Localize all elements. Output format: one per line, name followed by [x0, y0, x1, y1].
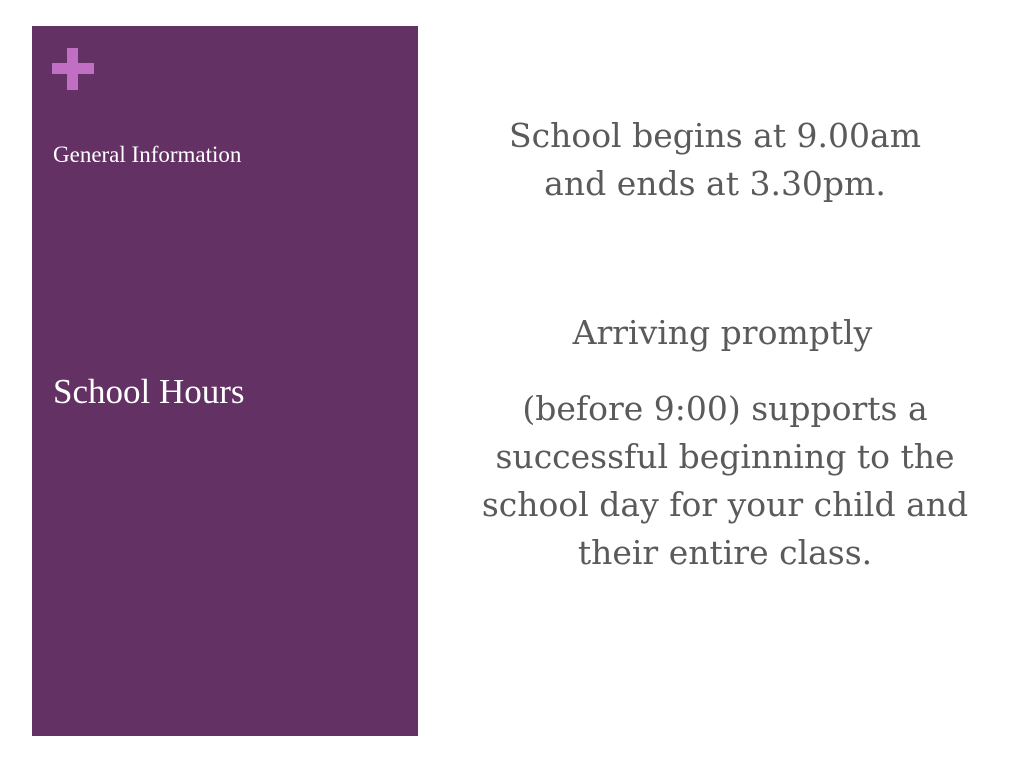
- arrival-detail-text: (before 9:00) supports a successful beginning to the school day for your child and their entire class.: [481, 389, 969, 572]
- slide-title: School Hours: [53, 372, 245, 411]
- section-label: General Information: [53, 142, 242, 167]
- arriving-heading: Arriving promptly: [572, 313, 873, 352]
- plus-icon: [52, 48, 94, 90]
- school-hours-text: School begins at 9.00am and ends at 3.30pm.: [508, 116, 921, 203]
- content-body: [480, 112, 969, 577]
- sidebar-panel: [32, 26, 418, 736]
